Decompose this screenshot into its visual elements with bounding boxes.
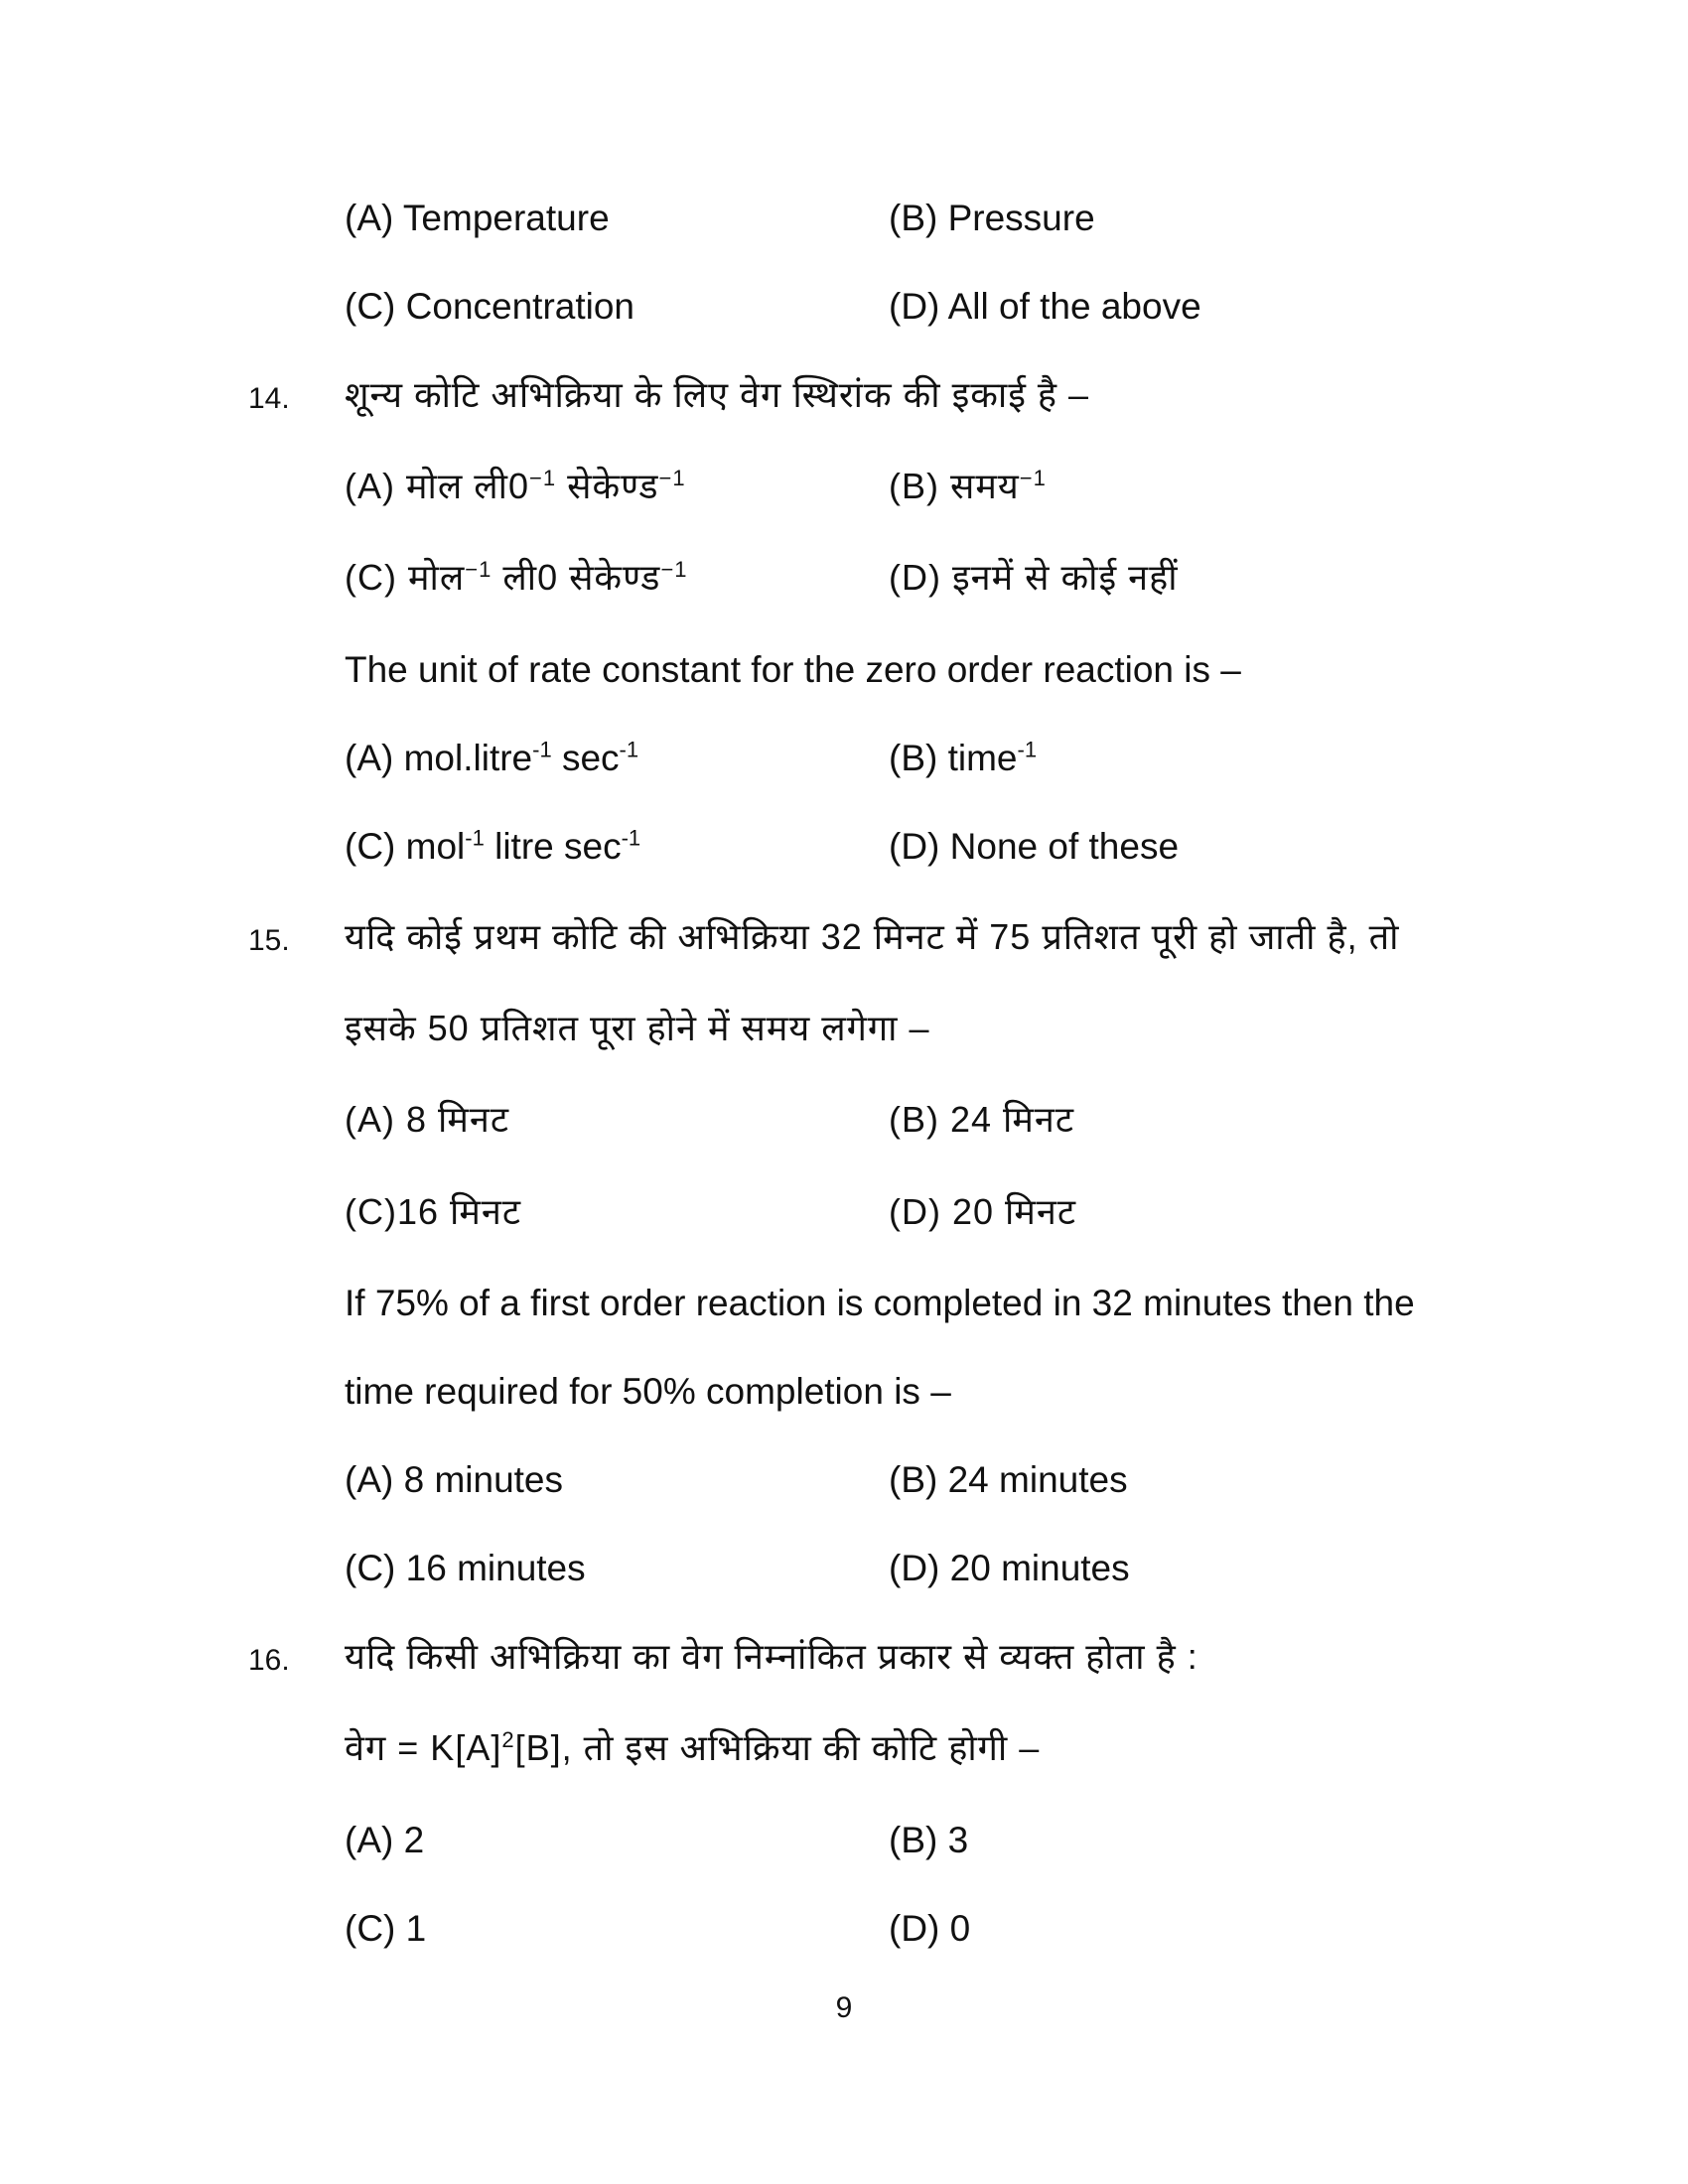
question-number: 14. bbox=[248, 382, 290, 415]
option-d: (D) 0 bbox=[889, 1908, 971, 1949]
option-d-hindi: (D) 20 मिनट bbox=[889, 1191, 1076, 1232]
question-number: 16. bbox=[248, 1644, 290, 1677]
option-c-english: (C) mol$^{-1}$ litre $\sec^{-1}$ bbox=[345, 825, 641, 867]
question-text-hindi-line2: इसके 50 प्रतिशत पूरा होने में समय लगेगा – bbox=[345, 1008, 930, 1048]
question-text-hindi-line1: यदि किसी अभिक्रिया का वेग निम्नांकित प्रकार से व्यक्त होता है : bbox=[345, 1636, 1198, 1677]
option-b: (B) Pressure bbox=[889, 198, 1095, 238]
option-b-english: (B) 24 minutes bbox=[889, 1459, 1128, 1500]
option-d-english: (D) None of these bbox=[889, 826, 1180, 867]
question-number: 15. bbox=[248, 924, 290, 957]
option-d-english: (D) 20 minutes bbox=[889, 1548, 1130, 1588]
question-text-english-line1: If 75% of a first order reaction is completed in 32 minutes then the bbox=[345, 1283, 1415, 1323]
page-number: 9 bbox=[835, 1991, 853, 2024]
option-a-hindi: (A) 8 मिनट bbox=[345, 1099, 509, 1140]
option-a: (A) 2 bbox=[345, 1820, 425, 1860]
option-d: (D) All of the above bbox=[889, 286, 1201, 327]
option-c: (C) 1 bbox=[345, 1908, 427, 1949]
option-b: (B) 3 bbox=[889, 1820, 969, 1860]
option-d-hindi: (D) इनमें से कोई नहीं bbox=[889, 557, 1179, 598]
question-text-hindi: शून्य कोटि अभिक्रिया के लिए वेग स्थिरांक की इकाई है – bbox=[345, 374, 1090, 415]
question-text-english: The unit of rate constant for the zero order reaction is – bbox=[345, 649, 1241, 690]
question-text-hindi-line1: यदि कोई प्रथम कोटि की अभिक्रिया 32 मिनट में 75 प्रतिशत पूरी हो जाती है, तो bbox=[345, 916, 1400, 957]
question-text-english-line2: time required for 50% completion is – bbox=[345, 1371, 951, 1412]
option-b-hindi: (B) 24 मिनट bbox=[889, 1099, 1075, 1140]
question-text-hindi-line2: वेग = $K[A]^2[B]$, तो इस अभिक्रिया की कोटि होगी – bbox=[345, 1727, 1041, 1768]
option-b-hindi: (B) समय$^{-1}$ bbox=[889, 466, 1047, 506]
option-a-english: (A) 8 minutes bbox=[345, 1459, 564, 1500]
option-a-hindi: (A) मोल $ली0^{-1}$ सेकेण्ड$^{-1}$ bbox=[345, 466, 686, 506]
option-a: (A) Temperature bbox=[345, 198, 610, 238]
option-b-english: (B) time$^{-1}$ bbox=[889, 737, 1038, 778]
option-c-hindi: (C) मोल$^{-1}$ ली0 सेकेण्ड$^{-1}$ bbox=[345, 557, 688, 598]
option-c: (C) Concentration bbox=[345, 286, 635, 327]
option-a-english: (A) mol.litre$^{-1}$ $\sec^{-1}$ bbox=[345, 737, 639, 778]
option-c-english: (C) 16 minutes bbox=[345, 1548, 586, 1588]
option-c-hindi: (C)16 मिनट bbox=[345, 1191, 521, 1232]
